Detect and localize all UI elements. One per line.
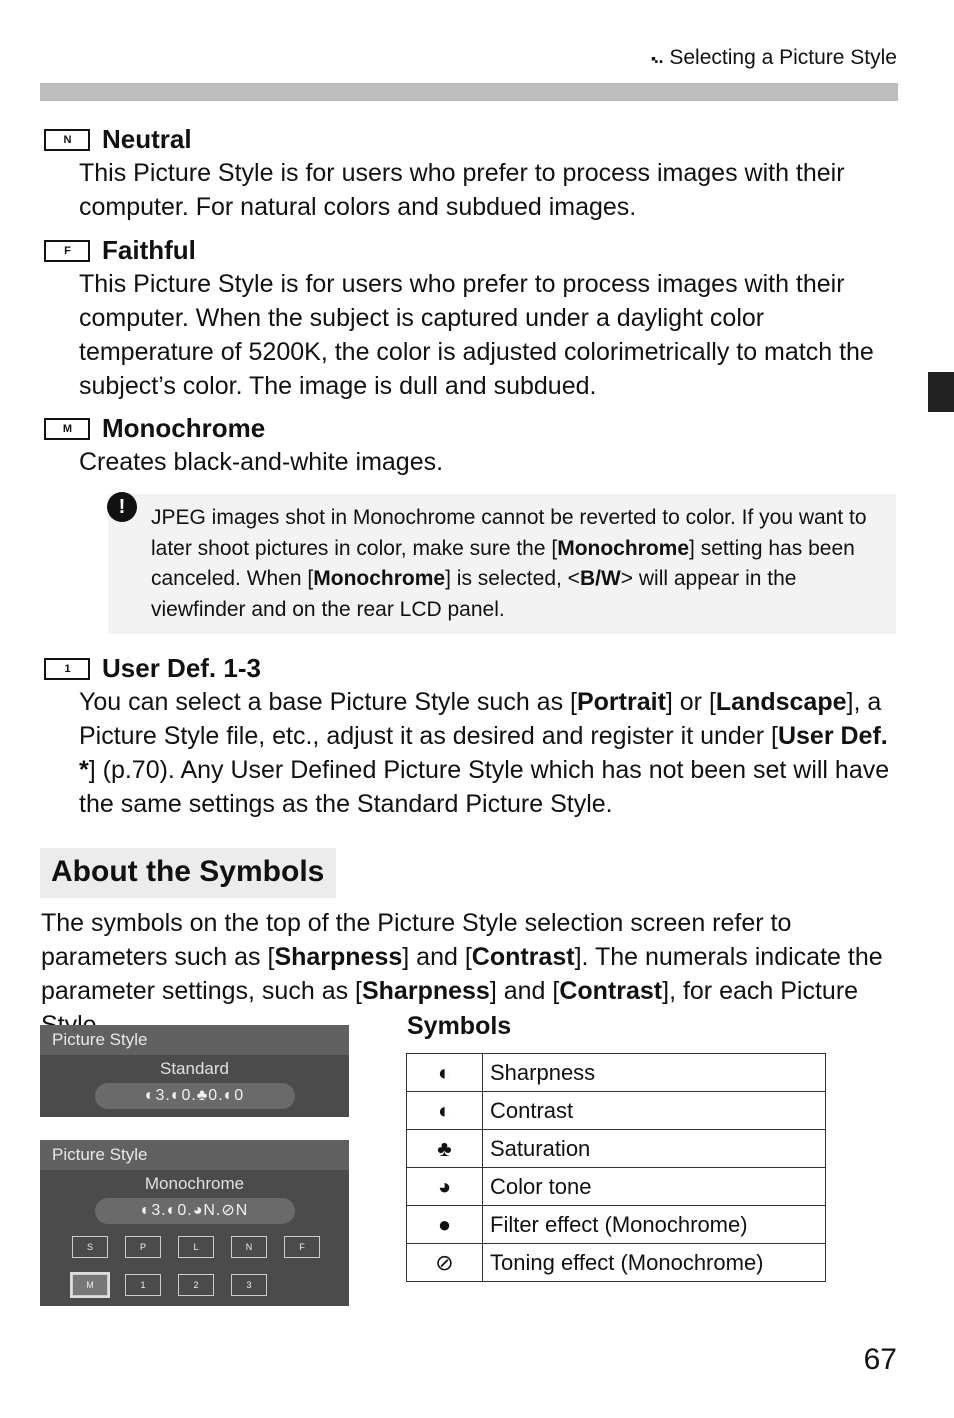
- filter-effect-icon: ●: [407, 1206, 483, 1244]
- lcd-params: ◐3.◐0.◕N.⊘N: [95, 1198, 295, 1224]
- neutral-title: Neutral: [102, 124, 192, 154]
- symbols-heading: Symbols: [407, 1012, 512, 1040]
- lcd-style-name: Standard: [160, 1059, 229, 1078]
- table-row: [407, 1168, 826, 1206]
- table-row: [407, 1092, 826, 1130]
- toning-effect-icon: ⊘: [407, 1244, 483, 1282]
- page-number: 67: [863, 1343, 897, 1376]
- caution-icon: !: [107, 492, 137, 522]
- userdef-heading: [44, 653, 261, 684]
- symbol-label: Contrast: [483, 1092, 826, 1130]
- table-row: [407, 1054, 826, 1092]
- lcd-header: Picture Style: [40, 1025, 349, 1055]
- neutral-description: This Picture Style is for users who prefer to process images with their computer. For natural colors and subdued images.: [79, 159, 845, 221]
- table-row: [407, 1130, 826, 1168]
- lcd-header: Picture Style: [40, 1140, 349, 1170]
- about-description: The symbols on the top of the Picture Style selection screen refer to parameters such as [Sharpness] and [Contrast]. The numerals indicate the parameter settings, such as [Sharpness] and [Contrast], for each Picture: [41, 909, 883, 1005]
- caution-text: JPEG images shot in Monochrome cannot be reverted to color. If you want to later shoot pictures in color, make sure the [Monochrome] setting has been canceled. When [Monochrome] is selected, <B/W> will appear in the viewfinder and on the rear LCD panel.: [151, 506, 867, 621]
- about-heading: About the Symbols: [51, 855, 325, 888]
- lcd-style-cell: L: [178, 1236, 214, 1258]
- userdef-style-icon: 1: [44, 658, 90, 680]
- userdef-title: User Def. 1-3: [102, 653, 261, 683]
- running-header: [651, 46, 897, 70]
- monochrome-style-icon: M: [44, 418, 90, 440]
- lcd-style-cell: S: [72, 1236, 108, 1258]
- lcd-style-cell: 3: [231, 1274, 267, 1296]
- table-row: [407, 1244, 826, 1282]
- lcd-params: ◐3.◐0.♣0.◐0: [95, 1083, 295, 1109]
- symbol-label: Filter effect (Monochrome): [483, 1206, 826, 1244]
- lcd-style-cell: 1: [125, 1274, 161, 1296]
- symbol-label: Saturation: [483, 1130, 826, 1168]
- running-header-title: Selecting a Picture Style: [669, 46, 897, 69]
- lcd-style-grid: [40, 1224, 349, 1296]
- lcd-style-cell: P: [125, 1236, 161, 1258]
- lcd-style-cell: 2: [178, 1274, 214, 1296]
- faithful-title: Faithful: [102, 235, 196, 265]
- userdef-description: You can select a base Picture Style such as [Portrait] or [Landscape], a Picture Style file, etc., adjust it as desired and register it under [User Def. *] (p.70). Any User Defined Picture Style which has not been set will have the same settings as the Standard Picture Style.: [79, 688, 890, 818]
- monochrome-heading: [44, 413, 265, 444]
- neutral-heading: [44, 124, 192, 155]
- faithful-description: This Picture Style is for users who prefer to process images with their computer. When the subject is captured under a daylight color temperature of 5200K, the color is adjusted colorimetrically to match the subject’s color. The image is dull and subdued.: [79, 270, 874, 400]
- header-rule: [40, 83, 898, 101]
- table-row: [407, 1206, 826, 1244]
- chapter-tab: [928, 372, 954, 412]
- faithful-heading: [44, 235, 196, 266]
- symbol-label: Toning effect (Monochrome): [483, 1244, 826, 1282]
- monochrome-description: Creates black-and-white images.: [79, 448, 444, 476]
- neutral-style-icon: N: [44, 129, 90, 151]
- saturation-icon: ♣: [407, 1130, 483, 1168]
- symbol-label: Sharpness: [483, 1054, 826, 1092]
- contrast-icon: ◐: [407, 1092, 483, 1130]
- faithful-style-icon: F: [44, 240, 90, 262]
- lcd-standard-screen: [40, 1025, 349, 1117]
- monochrome-title: Monochrome: [102, 413, 266, 443]
- lcd-style-cell: N: [231, 1236, 267, 1258]
- lcd-style-cell-selected: M: [72, 1274, 108, 1296]
- sharpness-icon: ◐: [407, 1054, 483, 1092]
- lcd-style-cell: F: [284, 1236, 320, 1258]
- symbol-label: Color tone: [483, 1168, 826, 1206]
- color-tone-icon: ◕: [407, 1168, 483, 1206]
- picture-style-icon: ▪‥: [651, 49, 662, 66]
- lcd-monochrome-screen: [40, 1140, 349, 1306]
- symbols-table: [406, 1053, 826, 1282]
- lcd-style-name: Monochrome: [144, 1174, 245, 1193]
